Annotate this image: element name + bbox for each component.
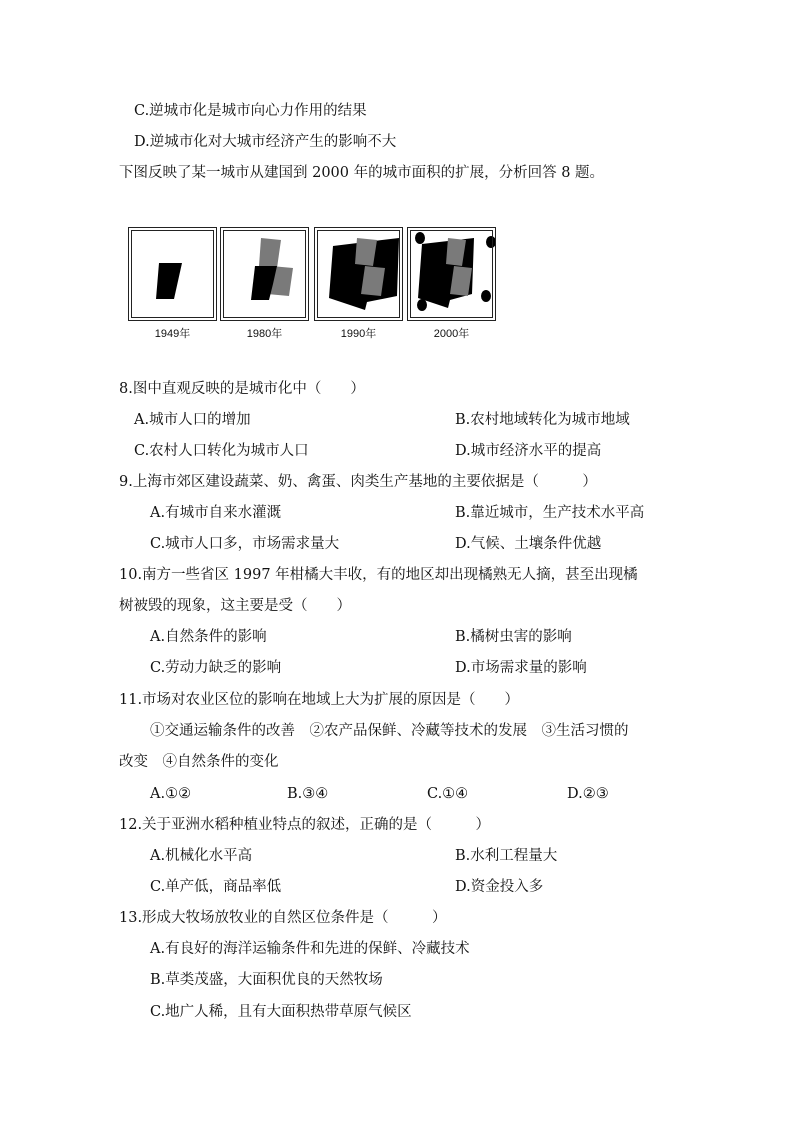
question-12-option-b: B.水利工程量大 bbox=[455, 848, 558, 864]
question-8-option-c: C.农村人口转化为城市人口 bbox=[134, 443, 309, 459]
map-panel-1990 bbox=[314, 227, 403, 321]
option-text-c: C.逆城市化是城市向心力作用的结果 bbox=[134, 103, 367, 119]
question-10-stem-line-1: 10.南方一些省区 1997 年柑橘大丰收，有的地区却出现橘熟无人摘，甚至出现橘 bbox=[119, 567, 638, 583]
question-12-option-c: C.单产低，商品率低 bbox=[150, 879, 282, 895]
question-10-option-b: B.橘树虫害的影响 bbox=[455, 629, 572, 645]
question-12-option-d: D.资金投入多 bbox=[455, 879, 544, 895]
question-9-option-b: B.靠近城市，生产技术水平高 bbox=[455, 505, 645, 521]
city-area-1949 bbox=[129, 228, 216, 320]
question-11-option-d: D.②③ bbox=[567, 786, 609, 802]
question-13-option-c: C.地广人稀，且有大面积热带草原气候区 bbox=[150, 1004, 412, 1020]
question-8-option-d: D.城市经济水平的提高 bbox=[455, 443, 602, 459]
figure-intro: 下图反映了某一城市从建国到 2000 年的城市面积的扩展，分析回答 8 题。 bbox=[119, 165, 605, 181]
question-11-option-c: C.①④ bbox=[427, 786, 469, 802]
question-11-option-b: B.③④ bbox=[287, 786, 329, 802]
question-12-stem: 12.关于亚洲水稻种植业特点的叙述，正确的是（ ） bbox=[119, 817, 491, 833]
urban-area-1980 bbox=[251, 266, 277, 300]
question-13-option-b: B.草类茂盛，大面积优良的天然牧场 bbox=[150, 972, 383, 988]
city-area-1980 bbox=[221, 228, 308, 320]
urban-area-2000-main bbox=[418, 238, 474, 308]
question-8-option-b: B.农村地域转化为城市地域 bbox=[455, 412, 630, 428]
question-13-option-a: A.有良好的海洋运输条件和先进的保鲜、冷藏技术 bbox=[150, 941, 470, 957]
new-urban-area-1990-north bbox=[355, 238, 377, 266]
question-10-option-c: C.劳动力缺乏的影响 bbox=[150, 660, 282, 676]
question-11-option-a: A.①② bbox=[150, 786, 192, 802]
satellite-town-sw bbox=[417, 299, 427, 311]
city-area-1990 bbox=[315, 228, 402, 320]
map-panel-1949 bbox=[128, 227, 217, 321]
question-10-stem-line-2: 树被毁的现象，这主要是受（ ） bbox=[119, 598, 351, 614]
new-urban-area-2000-north bbox=[446, 238, 466, 266]
question-9-option-a: A.有城市自来水灌溉 bbox=[150, 505, 282, 521]
question-9-option-d: D.气候、土壤条件优越 bbox=[455, 536, 602, 552]
satellite-town-nw bbox=[415, 232, 425, 244]
year-label-1990: 1990年 bbox=[340, 328, 377, 340]
new-urban-area-2000-east bbox=[450, 266, 472, 296]
satellite-town-ne bbox=[486, 236, 495, 248]
question-10-option-d: D.市场需求量的影响 bbox=[455, 660, 587, 676]
year-label-1949: 1949年 bbox=[154, 328, 191, 340]
option-text-d: D.逆城市化对大城市经济产生的影响不大 bbox=[134, 134, 397, 150]
new-urban-area-1990-east bbox=[361, 266, 385, 296]
satellite-town-se bbox=[481, 290, 491, 302]
year-label-2000: 2000年 bbox=[433, 328, 470, 340]
question-13-stem: 13.形成大牧场放牧业的自然区位条件是（ ） bbox=[119, 910, 447, 926]
question-8-stem: 8.图中直观反映的是城市化中（ ） bbox=[119, 381, 365, 397]
year-label-1980: 1980年 bbox=[246, 328, 283, 340]
question-11-items-line-1: ①交通运输条件的改善 ②农产品保鲜、冷藏等技术的发展 ③生活习惯的 bbox=[150, 723, 629, 739]
question-8-option-a: A.城市人口的增加 bbox=[134, 412, 251, 428]
city-area-2000 bbox=[408, 228, 495, 320]
new-urban-area-1980-north bbox=[259, 238, 281, 268]
urban-area-1949 bbox=[156, 263, 182, 299]
map-panel-2000 bbox=[407, 227, 496, 321]
question-11-items-line-2: 改变 ④自然条件的变化 bbox=[119, 754, 279, 770]
map-panel-1980 bbox=[220, 227, 309, 321]
new-urban-area-1980-east bbox=[267, 266, 293, 296]
question-9-stem: 9.上海市郊区建设蔬菜、奶、禽蛋、肉类生产基地的主要依据是（ ） bbox=[119, 474, 597, 490]
question-10-option-a: A.自然条件的影响 bbox=[150, 629, 267, 645]
question-11-stem: 11.市场对农业区位的影响在地域上大为扩展的原因是（ ） bbox=[119, 692, 520, 708]
urban-area-1990-main bbox=[329, 238, 399, 310]
question-9-option-c: C.城市人口多，市场需求量大 bbox=[150, 536, 340, 552]
question-12-option-a: A.机械化水平高 bbox=[150, 848, 253, 864]
